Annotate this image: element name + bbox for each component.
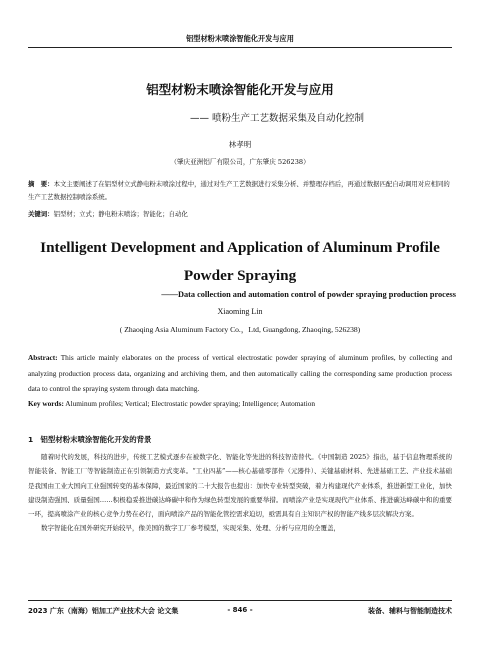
english-title: Intelligent Development and Application of Aluminum Profile Powder Spraying <box>40 239 440 284</box>
english-subtitle: ——Data collection and automation control of powder spraying production process <box>161 290 456 299</box>
english-abstract-text: This article mainly elaborates on the process of vertical electrostatic powder spraying of aluminum profiles, by collecting and analyzing production process data, organizing and archiving them, and then automatically calling the corresponding same production process data to control the spraying system through data matching. <box>28 353 452 393</box>
english-keywords-text: Aluminum profiles; Vertical; Electrostatic powder spraying; Intelligence; Automation <box>63 399 316 408</box>
english-keywords-label: Key words: <box>28 399 64 408</box>
running-head: 铝型材粉末喷涂智能化开发与应用 <box>186 34 294 43</box>
page-number: - 846 - <box>227 606 253 614</box>
footer-section: 装备、辅料与智能制造技术 <box>368 607 452 615</box>
english-author: Xiaoming Lin <box>217 307 263 316</box>
chinese-title: 铝型材粉末喷涂智能化开发与应用 <box>146 82 334 97</box>
body-paragraph: 数字智能化在国外研究开始较早，像美国的数字工厂参考模型，实现采集、处理、分析与应用的全覆盖， <box>41 524 340 533</box>
chinese-keywords <box>28 208 452 221</box>
chinese-subtitle: —— 喷粉生产工艺数据采集及自动化控制 <box>190 113 365 124</box>
chinese-author: 林孝明 <box>228 140 252 149</box>
english-keywords <box>28 396 452 411</box>
section-heading: 1 铝型材粉末喷涂智能化开发的背景 <box>28 435 152 444</box>
chinese-affiliation: （肇庆亚洲铝厂有限公司，广东肇庆 526238） <box>170 158 310 166</box>
section-body <box>28 450 452 536</box>
chinese-abstract-label: 摘 要： <box>28 180 54 188</box>
chinese-keywords-label: 关键词： <box>28 210 54 218</box>
footer-proceedings: 2023 广东（南海）铝加工产业技术大会 论文集 <box>28 607 179 615</box>
english-abstract-label: Abstract: <box>28 353 58 362</box>
body-paragraph: 随着时代的发展，科技的进步，传统工艺模式逐步在被数字化、智能化等先进的科技智造替代。《中国制造 2025》指出，基于信息物理系统的智能装备、智能工厂等智能制造正在引领制造方式变革。“工业四基”——核心基础零部件（元器件）、关键基础材料、先进基础工艺、产业技术基础是我国由工业大国向工业强国转变的基本保障，最近国家的二十大报告也提出：加快专业转型突破，着力构建现代产业体系，推进新型工业化，加快建设制造强国、质量强国……积极稳妥推进碳达峰碳中和作为绿色转型发展的重要举措。而喷涂产业是实现现代产业体系、推进碳达峰碳中和的重要一环，提高喷涂产业的核心竞争力势在必行，面向喷涂产品的智能化管控需求迫切，亟需具有自主知识产权的智能产线多层次解决方案。 <box>28 453 452 519</box>
chinese-abstract-text: 本文主要阐述了在铝型材立式静电粉末喷涂过程中，通过对生产工艺数据进行采集分析、并整理存档后，再通过数据匹配自动调用对应相同的生产工艺数据控制喷涂系统。 <box>28 180 450 201</box>
chinese-keywords-text: 铝型材；立式；静电粉末喷涂；智能化；自动化 <box>53 210 188 218</box>
footer-rule <box>28 600 452 601</box>
english-affiliation: ( Zhaoqing Asia Aluminum Factory Co.，Ltd, Guangdong, Zhaoqing, 526238) <box>119 325 361 334</box>
english-abstract <box>28 350 452 397</box>
chinese-abstract <box>28 178 452 203</box>
header-rule <box>28 47 452 48</box>
